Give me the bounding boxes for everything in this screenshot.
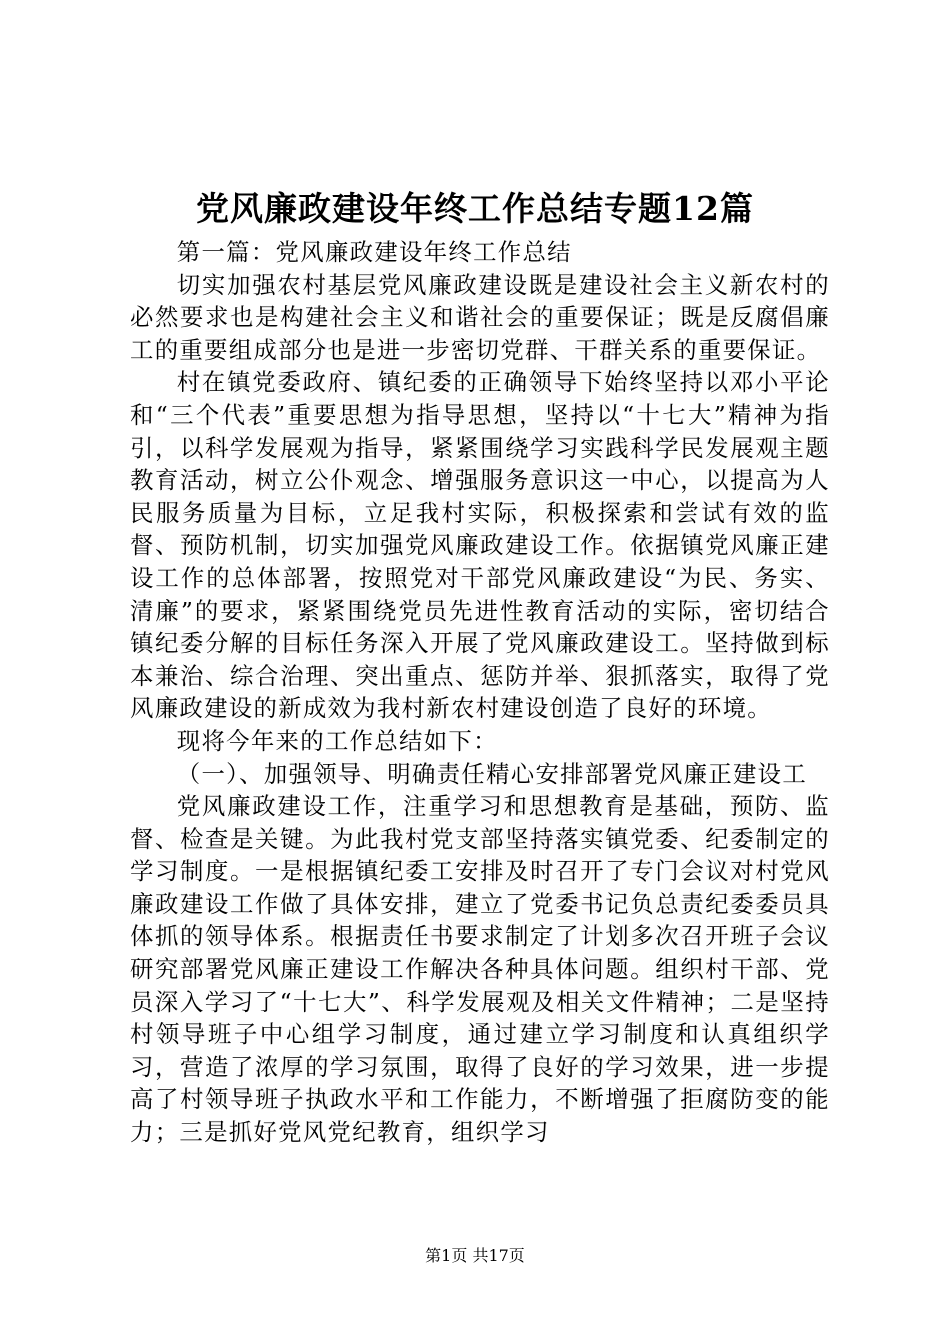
subsection-heading: （一）、加强领导、明确责任精心安排部署党风廉正建设工 — [176, 759, 808, 788]
paragraph: 现将今年来的工作总结如下： — [176, 726, 498, 755]
document-body — [130, 236, 830, 1149]
section-heading: 第一篇：党风廉政建设年终工作总结 — [176, 238, 572, 266]
document-title: 党风廉政建设年终工作总结专题12篇 — [196, 189, 754, 228]
paragraph: 切实加强农村基层党风廉政建设既是建设社会主义新农村的必然要求也是构建社会主义和谐社会的重要保证；既是反腐倡廉工的重要组成部分也是进一步密切党群、干群关系的重要保证。 — [130, 270, 830, 364]
page-number-footer: 第1页 共17页 — [425, 1246, 525, 1265]
paragraph: 党风廉政建设工作，注重学习和思想教育是基础，预防、监督、检查是关键。为此我村党支部坚持落实镇党委、纪委制定的学习制度。一是根据镇纪委工安排及时召开了专门会议对村党风廉政建设工作做了具体安排，建立了党委书记负总责纪委委员具体抓的领导体系。根据责任书要求制定了计划多次召开班子会议研究部署党风廉正建设工作解决各种具体问题。组织村干部、党员深入学习了“十七大”、科学发展观及相关文件精神；二是坚持村领导班子中心组学习制度，通过建立学习制度和认真组织学习，营造了浓厚的学习氛围，取得了良好的学习效果，进一步提高了村领导班子执政水平和工作能力，不断增强了拒腐防变的能力；三是抓好党风党纪教育，组织学习 — [130, 792, 830, 1147]
paragraph: 村在镇党委政府、镇纪委的正确领导下始终坚持以邓小平论和“三个代表”重要思想为指导思想，坚持以“十七大”精神为指引，以科学发展观为指导，紧紧围绕学习实践科学民发展观主题教育活动，树立公仆观念、增强服务意识这一中心，以提高为人民服务质量为目标，立足我村实际，积极探索和尝试有效的监督、预防机制，切实加强党风廉政建设工作。依据镇党风廉正建设工作的总体部署，按照党对干部党风廉政建设“为民、务实、清廉”的要求，紧紧围绕党员先进性教育活动的实际，密切结合镇纪委分解的目标任务深入开展了党风廉政建设工。坚持做到标本兼治、综合治理、突出重点、惩防并举、狠抓落实，取得了党风廉政建设的新成效为我村新农村建设创造了良好的环境。 — [130, 368, 830, 723]
